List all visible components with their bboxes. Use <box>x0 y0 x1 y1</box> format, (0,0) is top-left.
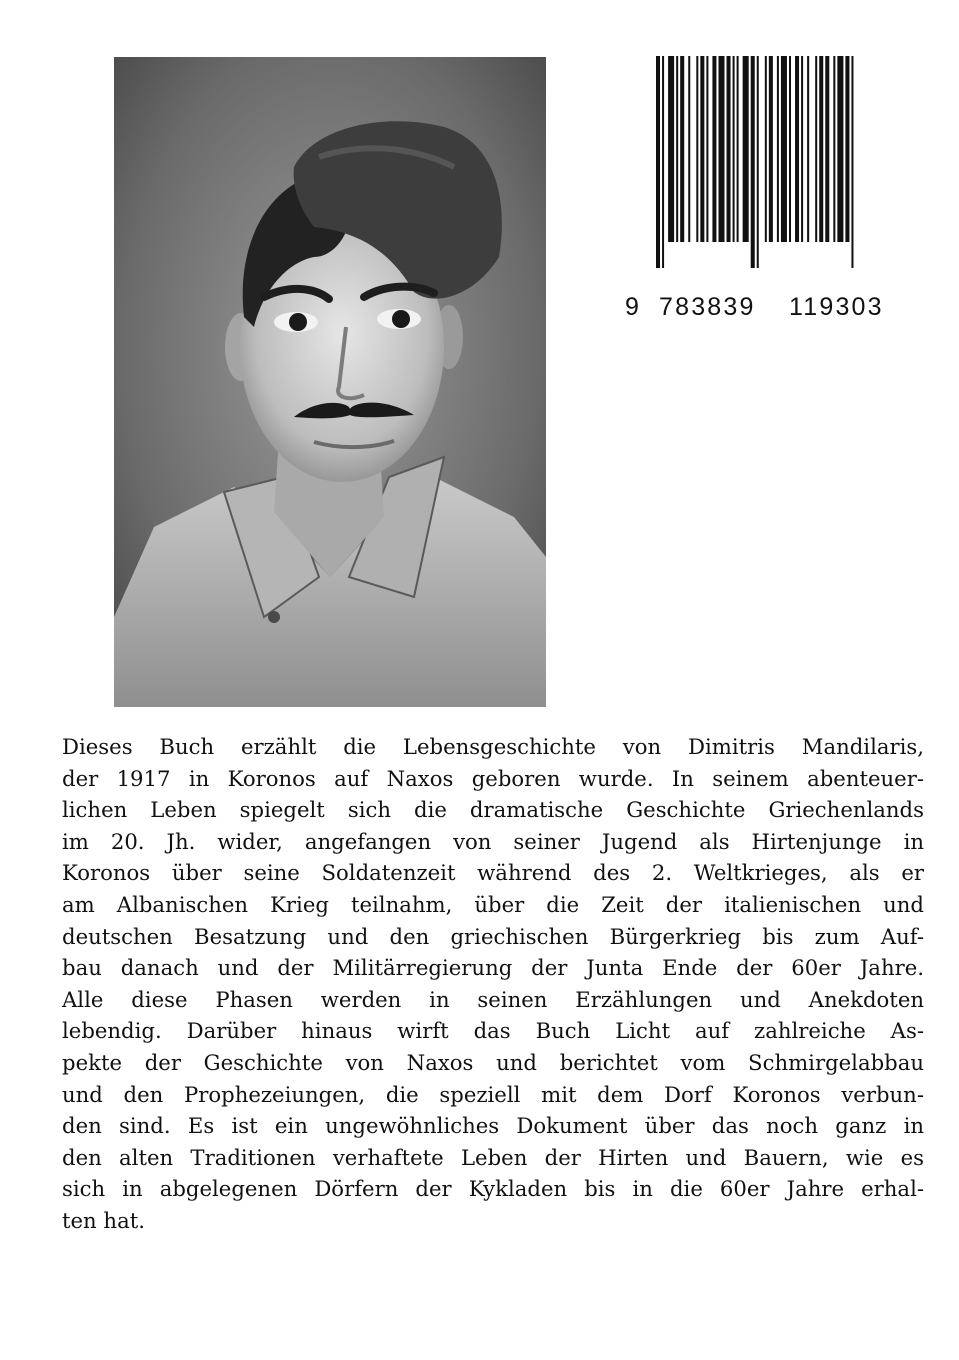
barcode-bar <box>743 56 749 242</box>
barcode-bar <box>845 56 849 242</box>
barcode-bar <box>712 56 716 242</box>
description-line: ten hat. <box>62 1207 145 1233</box>
barcode-bar <box>656 56 660 268</box>
description-line: den sind. Es ist ein ungewöhnliches Dokument über das noch ganz in <box>62 1113 924 1139</box>
description-line: den alten Traditionen verhaftete Leben der Hirten und Bauern, wie es <box>62 1144 924 1170</box>
barcode-bar <box>815 56 817 242</box>
barcode-bar <box>837 56 843 242</box>
barcode-bar <box>781 56 787 242</box>
description-line: und den Prophezeiungen, die speziell mit dem Dorf Koronos verbun- <box>62 1081 924 1107</box>
barcode-bar <box>680 56 684 242</box>
barcode-bar <box>807 56 809 242</box>
barcode-bar <box>757 56 759 268</box>
barcode-bar <box>751 56 755 268</box>
barcode-bar <box>851 56 853 268</box>
description-line: Alle diese Phasen werden in seinen Erzählungen und Anekdoten <box>62 986 924 1012</box>
barcode-bar <box>819 56 823 242</box>
barcode-icon <box>622 54 914 276</box>
description-line: bau danach und der Militärregierung der Junta Ende der 60er Jahre. <box>62 955 924 981</box>
description-line: sich in abgelegenen Dörfern der Kykladen bis in die 60er Jahre erhal- <box>62 1176 924 1202</box>
barcode-bar <box>676 56 678 242</box>
description-line: lichen Leben spiegelt sich die dramatische Geschichte Griechenlands <box>62 797 924 823</box>
barcode-bar <box>696 56 698 242</box>
barcode-bar <box>718 56 724 242</box>
barcode-bar <box>727 56 731 242</box>
barcode-bar <box>765 56 767 242</box>
barcode-bar <box>789 56 791 242</box>
description-line: am Albanischen Krieg teilnahm, über die Zeit der italienischen und <box>62 891 924 917</box>
portrait-photo <box>114 57 546 707</box>
barcode-bar <box>668 56 674 242</box>
description-line: pekte der Geschichte von Naxos und berichtet vom Schmirgelabbau <box>62 1049 924 1075</box>
barcode-bar <box>825 56 829 242</box>
barcode-bar <box>769 56 773 242</box>
description-line: Koronos über seine Soldatenzeit während des 2. Weltkrieges, als er <box>62 860 924 886</box>
isbn-group-left: 783839 <box>659 293 756 321</box>
barcode-bar <box>700 56 704 242</box>
barcode-bar <box>706 56 708 242</box>
description-line: lebendig. Darüber hinaus wirft das Buch Licht auf zahlreiche As- <box>62 1018 924 1044</box>
isbn-group-right: 119303 <box>789 293 884 321</box>
description-line: deutschen Besatzung und den griechischen Bürgerkrieg bis zum Auf- <box>62 923 924 949</box>
barcode-bar <box>777 56 779 242</box>
description-line: im 20. Jh. wider, angefangen von seiner Jugend als Hirtenjunge in <box>62 828 924 854</box>
barcode-bar <box>733 56 735 242</box>
portrait-illustration <box>114 57 546 707</box>
barcode-bar <box>662 56 664 268</box>
barcode-bar <box>737 56 739 242</box>
description-line: Dieses Buch erzählt die Lebensgeschichte von Dimitris Mandilaris, <box>62 734 924 759</box>
description-line: der 1917 in Koronos auf Naxos geboren wurde. In seinem abenteuer- <box>62 765 924 791</box>
barcode-bar <box>688 56 690 242</box>
barcode-bar <box>833 56 835 242</box>
isbn-barcode <box>622 54 914 321</box>
barcode-bar <box>795 56 799 242</box>
book-description <box>62 731 924 1237</box>
isbn-lead-digit: 9 <box>625 293 639 321</box>
barcode-bar <box>801 56 803 242</box>
